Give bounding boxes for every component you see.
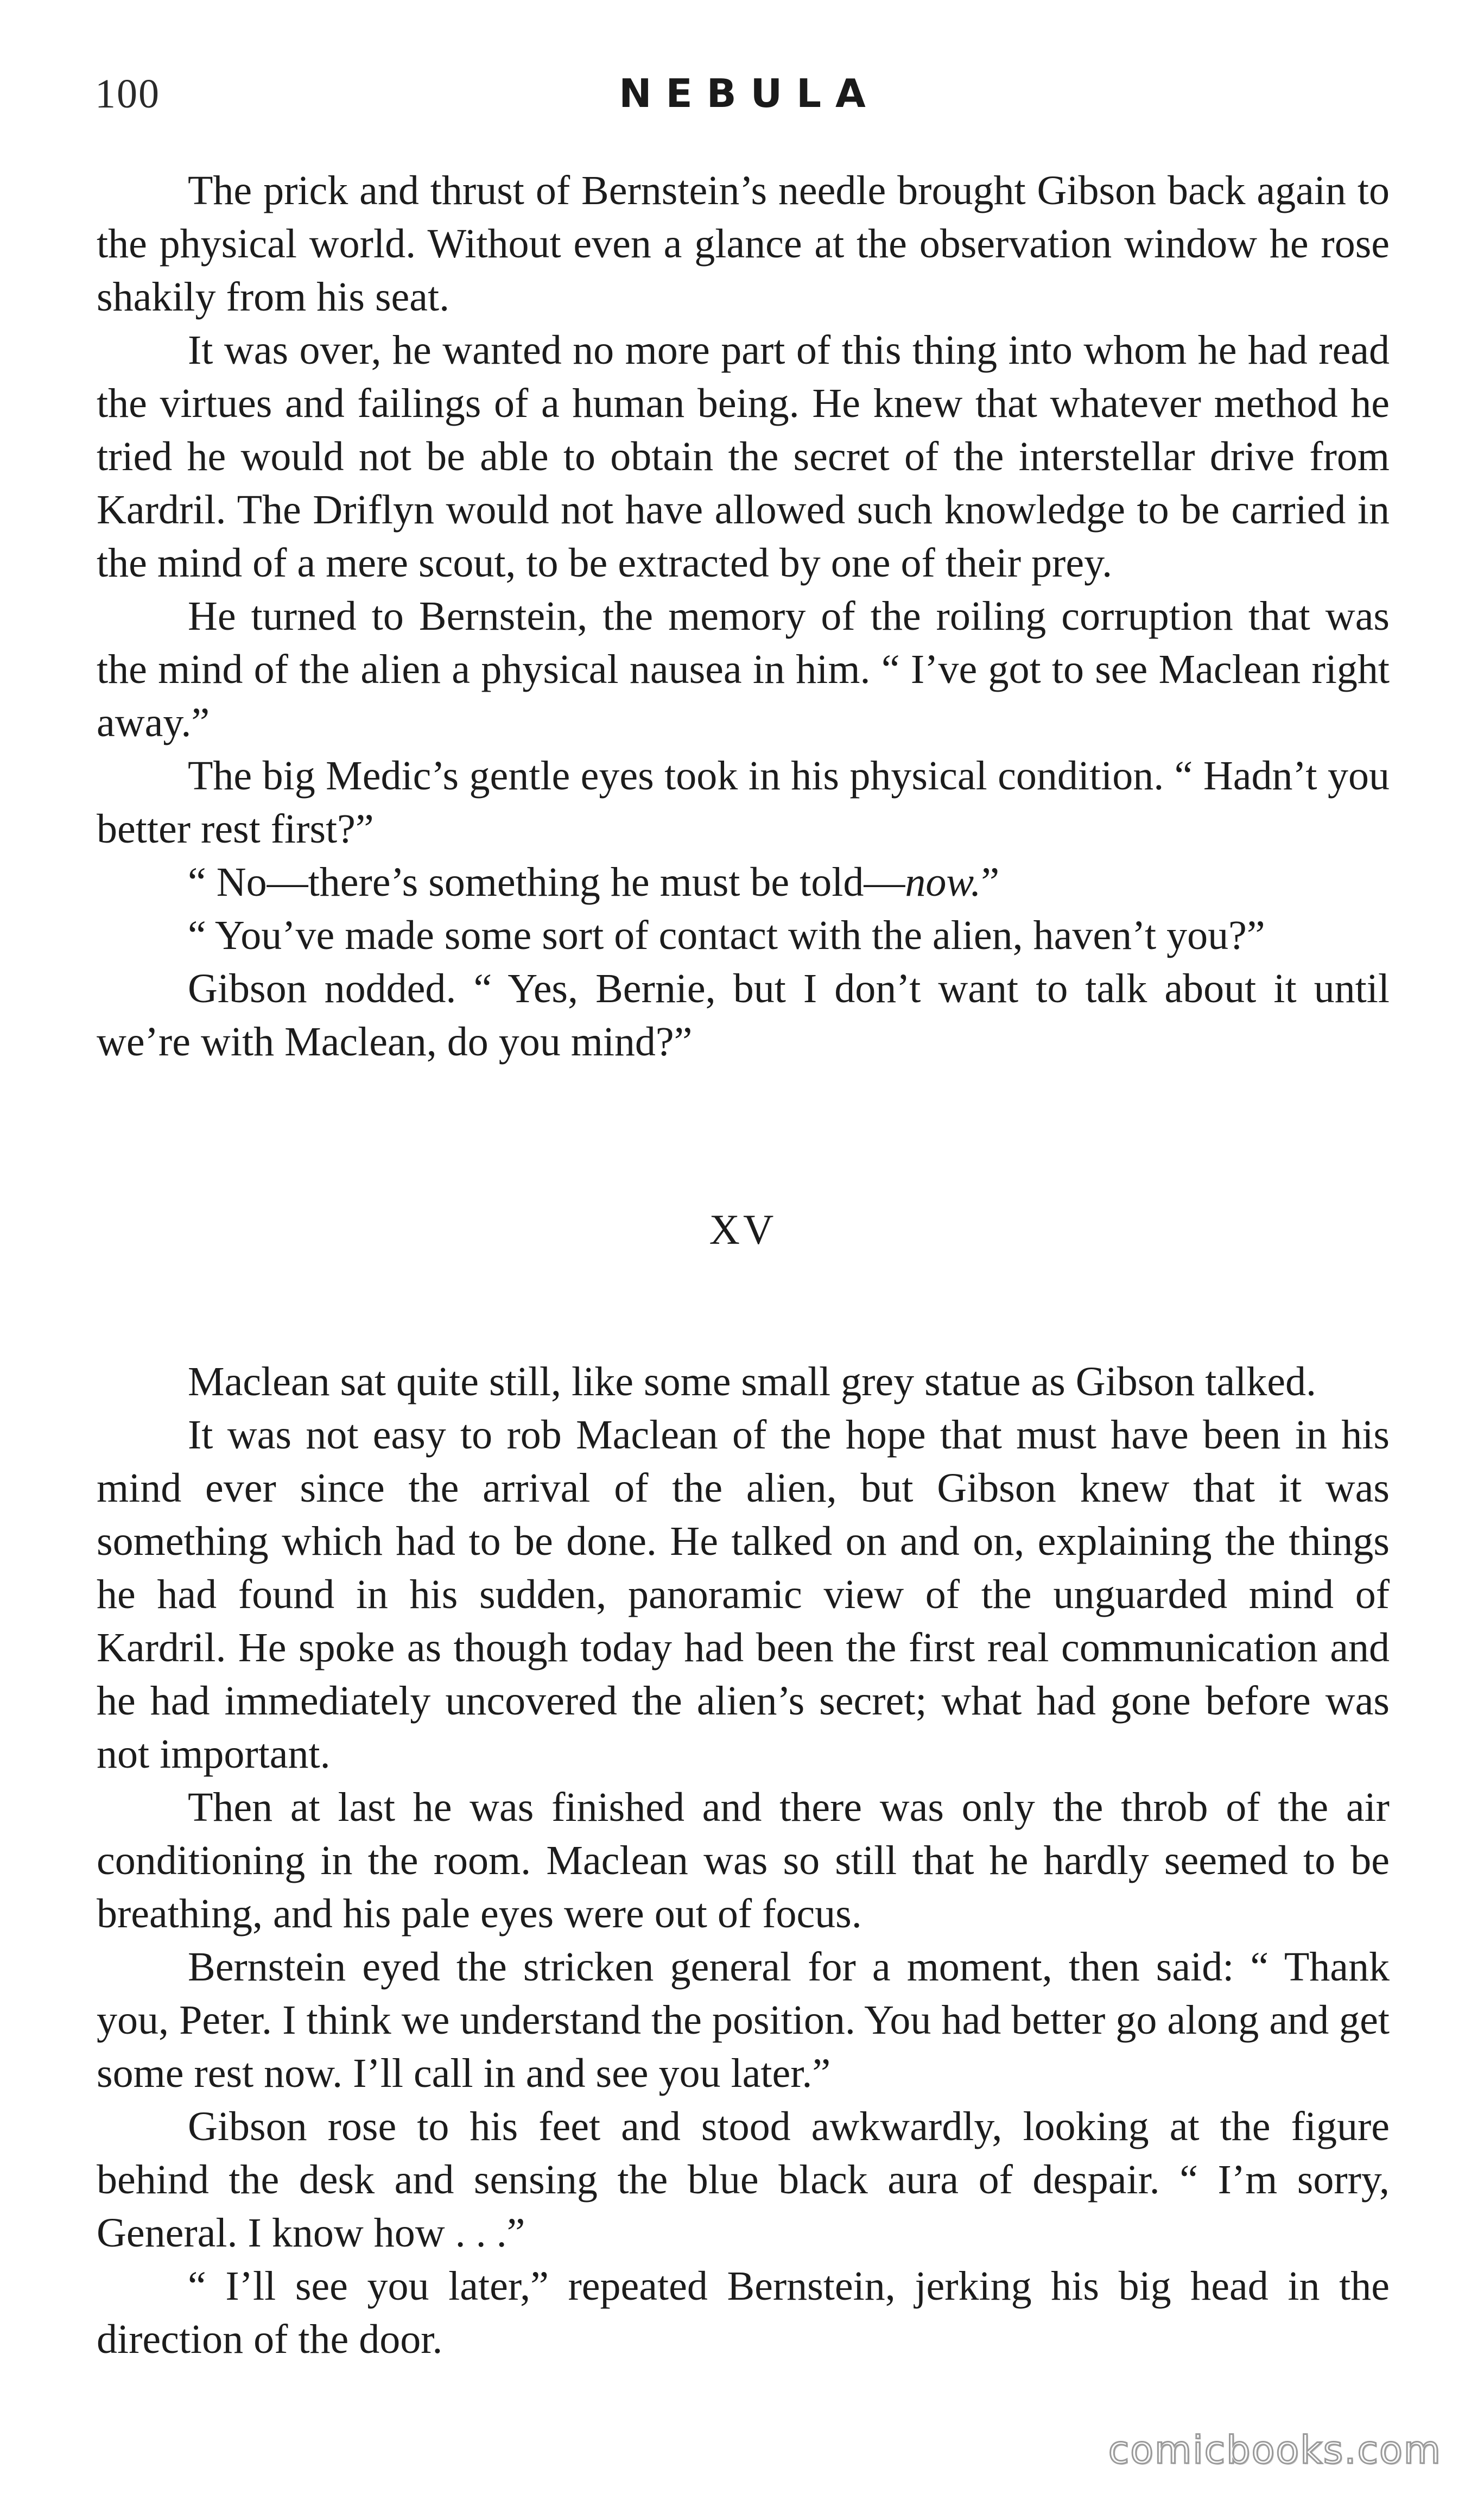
- paragraph-text: “ No—there’s something he must be told—: [188, 859, 905, 905]
- paragraph: “ I’ll see you later,” repeated Bernstein, jerking his big head in the direction of the door.: [97, 2263, 1390, 2362]
- page-number: 100: [95, 71, 160, 117]
- paragraph: Maclean sat quite still, like some small grey statue as Gibson talked.: [188, 1359, 1316, 1404]
- paragraph: Gibson rose to his feet and stood awkwardly, looking at the figure behind the desk and sensing the blue black aura of despair. “ I’m sorry, General. I know how . . .”: [97, 2104, 1390, 2256]
- italic-word: now.: [905, 859, 981, 905]
- chapter-heading: XV: [709, 1206, 777, 1253]
- paragraph: Then at last he was finished and there was only the throb of the air conditioning in the room. Maclean was so still that he hardly seemed to be breathing, and his pale eyes were out of focus.: [97, 1784, 1390, 1937]
- body-text: [97, 164, 1390, 2366]
- running-head: NEBULA: [619, 71, 880, 116]
- paragraph: He turned to Bernstein, the memory of the roiling corruption that was the mind of the alien a physical nausea in him. “ I’ve got to see Maclean right away.”: [97, 593, 1390, 745]
- paragraph: [97, 856, 1390, 909]
- paragraph: Gibson nodded. “ Yes, Bernie, but I don’t want to talk about it until we’re with Maclean, do you mind?”: [97, 966, 1390, 1065]
- closing-quote: ”: [981, 859, 1000, 905]
- paragraph: The prick and thrust of Bernstein’s needle brought Gibson back again to the physical world. Without even a glance at the observation window he rose shakily from his seat.: [97, 168, 1390, 320]
- paragraph: It was over, he wanted no more part of this thing into whom he had read the virtues and failings of a human being. He knew that whatever method he tried he would not be able to obtain the secret of the interstellar drive from Kardril. The Driflyn would not have allowed such knowledge to be carried in the mind of a mere scout, to be extracted by one of their prey.: [97, 327, 1390, 586]
- watermark: comicbooks.com: [1108, 2428, 1442, 2472]
- paragraph: The big Medic’s gentle eyes took in his physical condition. “ Hadn’t you better rest first?”: [97, 753, 1390, 852]
- paragraph: “ You’ve made some sort of contact with the alien, haven’t you?”: [188, 913, 1265, 958]
- paragraph: Bernstein eyed the stricken general for a moment, then said: “ Thank you, Peter. I think we understand the position. You had better go along and get some rest now. I’ll call in and see you later.”: [97, 1944, 1390, 2096]
- paragraph: It was not easy to rob Maclean of the hope that must have been in his mind ever since the arrival of the alien, but Gibson knew that it was something which had to be done. He talked on and on, explaining the things he had found in his sudden, panoramic view of the unguarded mind of Kardril. He spoke as though today had been the first real communication and he had immediately uncovered the alien’s secret; what had gone before was not important.: [97, 1412, 1390, 1777]
- page-header: [95, 65, 1390, 130]
